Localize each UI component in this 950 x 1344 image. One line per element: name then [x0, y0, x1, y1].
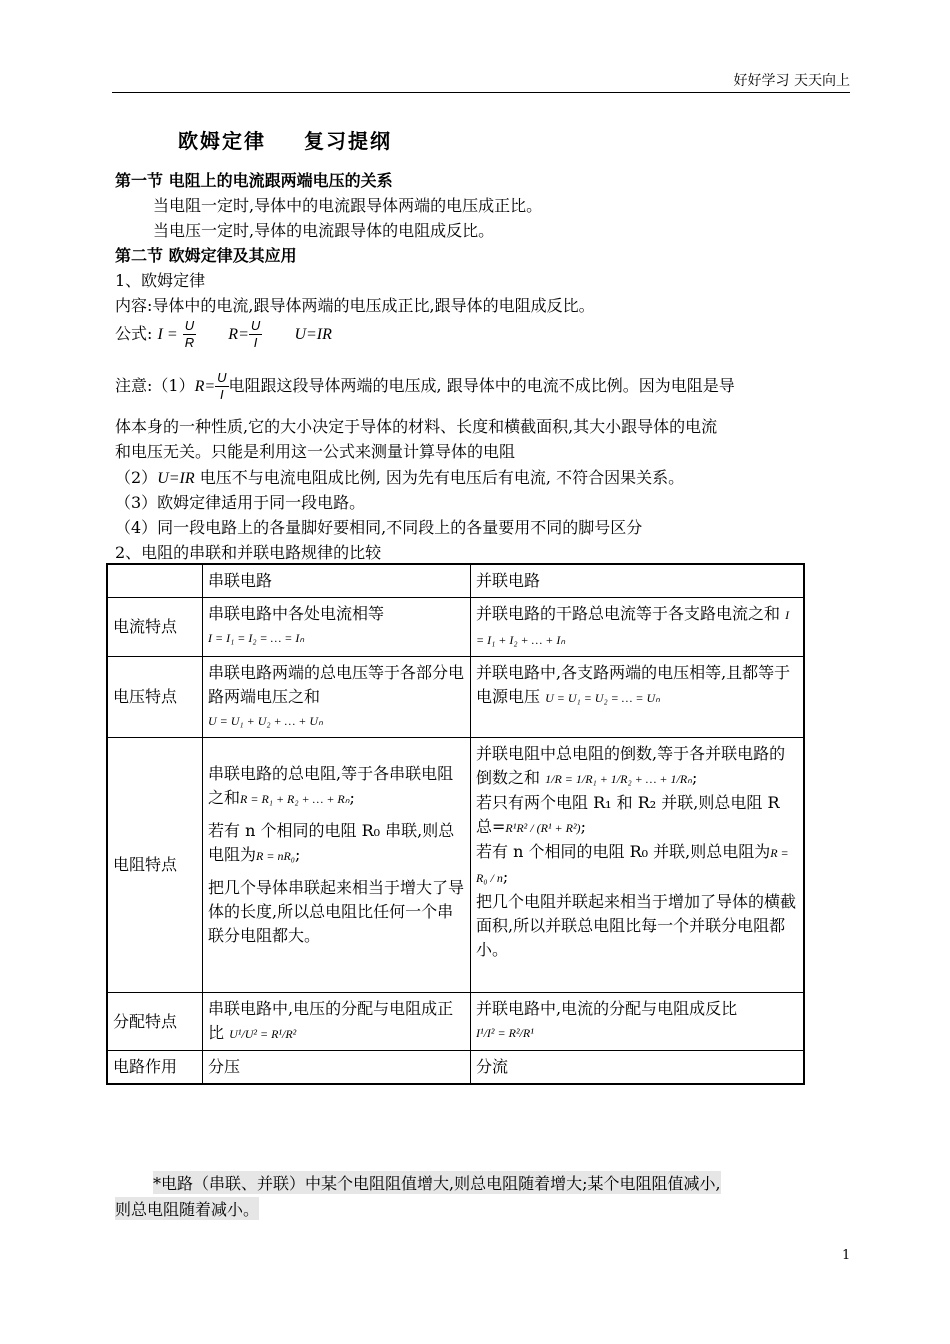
table-row: [107, 993, 804, 1051]
voltage-series-cell: 串联电路两端的总电压等于各部分电路两端电压之和 U = U₁ + U₂ + … + Uₙ: [203, 657, 471, 738]
voltage-parallel-cell: 并联电路中,各支路两端的电压相等,且都等于电源电压 U = U₁ = U₂ = … = Uₙ: [471, 657, 805, 738]
row-label-function: 电路作用: [107, 1051, 203, 1085]
title-part1: 欧姆定律: [178, 129, 266, 153]
row-label-current: 电流特点: [107, 598, 203, 657]
ohm-law-content: 内容:导体中的电流,跟导体两端的电压成正比,跟导体的电阻成反比。: [115, 296, 595, 315]
fraction-u-over-r: $\frac{U}{R}$: [184, 318, 195, 350]
fraction-u-over-i: $\frac{U}{I}$: [250, 318, 261, 350]
table-row: [107, 657, 804, 738]
table-row: [107, 1051, 804, 1085]
fraction-u-over-i-note: $\frac{U}{I}$: [217, 370, 227, 402]
row-label-distribution: 分配特点: [107, 993, 203, 1051]
col-series-header: 串联电路: [203, 564, 471, 598]
current-parallel-cell: 并联电路的干路总电流等于各支路电流之和 I = I₁ + I₂ + … + Iₙ: [471, 598, 805, 657]
distribution-parallel-cell: 并联电路中,电流的分配与电阻成反比 I¹/I² = R²/R¹: [471, 993, 805, 1051]
formula-i: I =: [157, 326, 178, 343]
section1-line1: 当电阻一定时,导体中的电流跟导体两端的电压成正比。: [153, 196, 543, 215]
note1-line1: 注意:（1）R= $\frac{U}{I}$ 电阻跟这段导体两端的电压成, 跟导体中的电流不成比例。因为电阻是导: [115, 370, 735, 402]
distribution-series-cell: 串联电路中,电压的分配与电阻成正比 U¹/U² = R¹/R²: [203, 993, 471, 1051]
table-header-row: [107, 564, 804, 598]
note2: （2）U=IR 电压不与电流电阻成比例, 因为先有电压后有电流, 不符合因果关系。: [115, 468, 685, 487]
item2-heading: 2、电阻的串联和并联电路规律的比较: [115, 543, 382, 562]
formula-r: R=: [228, 326, 249, 343]
function-series-cell: 分压: [203, 1051, 471, 1085]
table-row: [107, 598, 804, 657]
formula-u: U=IR: [294, 326, 332, 343]
section2-heading: 第二节 欧姆定律及其应用: [115, 246, 297, 265]
section1-heading: 第一节 电阻上的电流跟两端电压的关系: [115, 171, 393, 190]
section1-line2: 当电压一定时,导体的电流跟导体的电阻成反比。: [153, 221, 495, 240]
comparison-table: [106, 563, 805, 1085]
header-divider: [112, 92, 850, 93]
table-row: [107, 738, 804, 993]
item1-heading: 1、欧姆定律: [115, 271, 206, 290]
formula-label: 公式:: [115, 324, 153, 343]
row-label-resistance: 电阻特点: [107, 738, 203, 993]
note3: （3）欧姆定律适用于同一段电路。: [115, 493, 366, 512]
table-corner: [107, 564, 203, 598]
note4: （4）同一段电路上的各量脚好要相同,不同段上的各量要用不同的脚号区分: [115, 518, 643, 537]
header-motto: 好好学习 天天向上: [733, 73, 850, 89]
row-label-voltage: 电压特点: [107, 657, 203, 738]
footnote-line1: *电路（串联、并联）中某个电阻阻值增大,则总电阻随着增大;某个电阻阻值减小,: [153, 1171, 721, 1194]
resistance-series-cell: 串联电路的总电阻,等于各串联电阻之和R = R₁ + R₂ + … + Rₙ; 若有 n 个相同的电阻 R₀ 串联,则总电阻为R = nR₀; 把几个导体串联起来相当于增大了导体的长度,所以总电阻比任何一个串联分电阻都大。: [203, 738, 471, 993]
note1-line3: 和电压无关。只能是利用这一公式来测量计算导体的电阻: [115, 442, 516, 461]
function-parallel-cell: 分流: [471, 1051, 805, 1085]
page-title: [178, 125, 430, 154]
current-series-cell: 串联电路中各处电流相等 I = I₁ = I₂ = … = Iₙ: [203, 598, 471, 657]
formula-line: [115, 318, 332, 351]
title-part2: 复习提纲: [304, 129, 392, 153]
footnote-line2: 则总电阻随着减小。: [115, 1197, 259, 1220]
resistance-parallel-cell: 并联电阻中总电阻的倒数,等于各并联电路的倒数之和 1/R = 1/R₁ + 1/R₂ + … + 1/Rₙ; 若只有两个电阻 R₁ 和 R₂ 并联,则总电阻 R 总=R¹R² / (R¹ + R²); 若有 n 个相同的电阻 R₀ 并联,则总电阻为R = R₀ / n; 把几个电阻并联起来相当于增加了导体的横截面积,所以并联总电阻比每一个并联分电阻都小。: [471, 738, 805, 993]
page-number: 1: [842, 1248, 851, 1263]
note1-line2: 体本身的一种性质,它的大小决定于导体的材料、长度和横截面积,其大小跟导体的电流: [115, 417, 718, 436]
col-parallel-header: 并联电路: [471, 564, 805, 598]
